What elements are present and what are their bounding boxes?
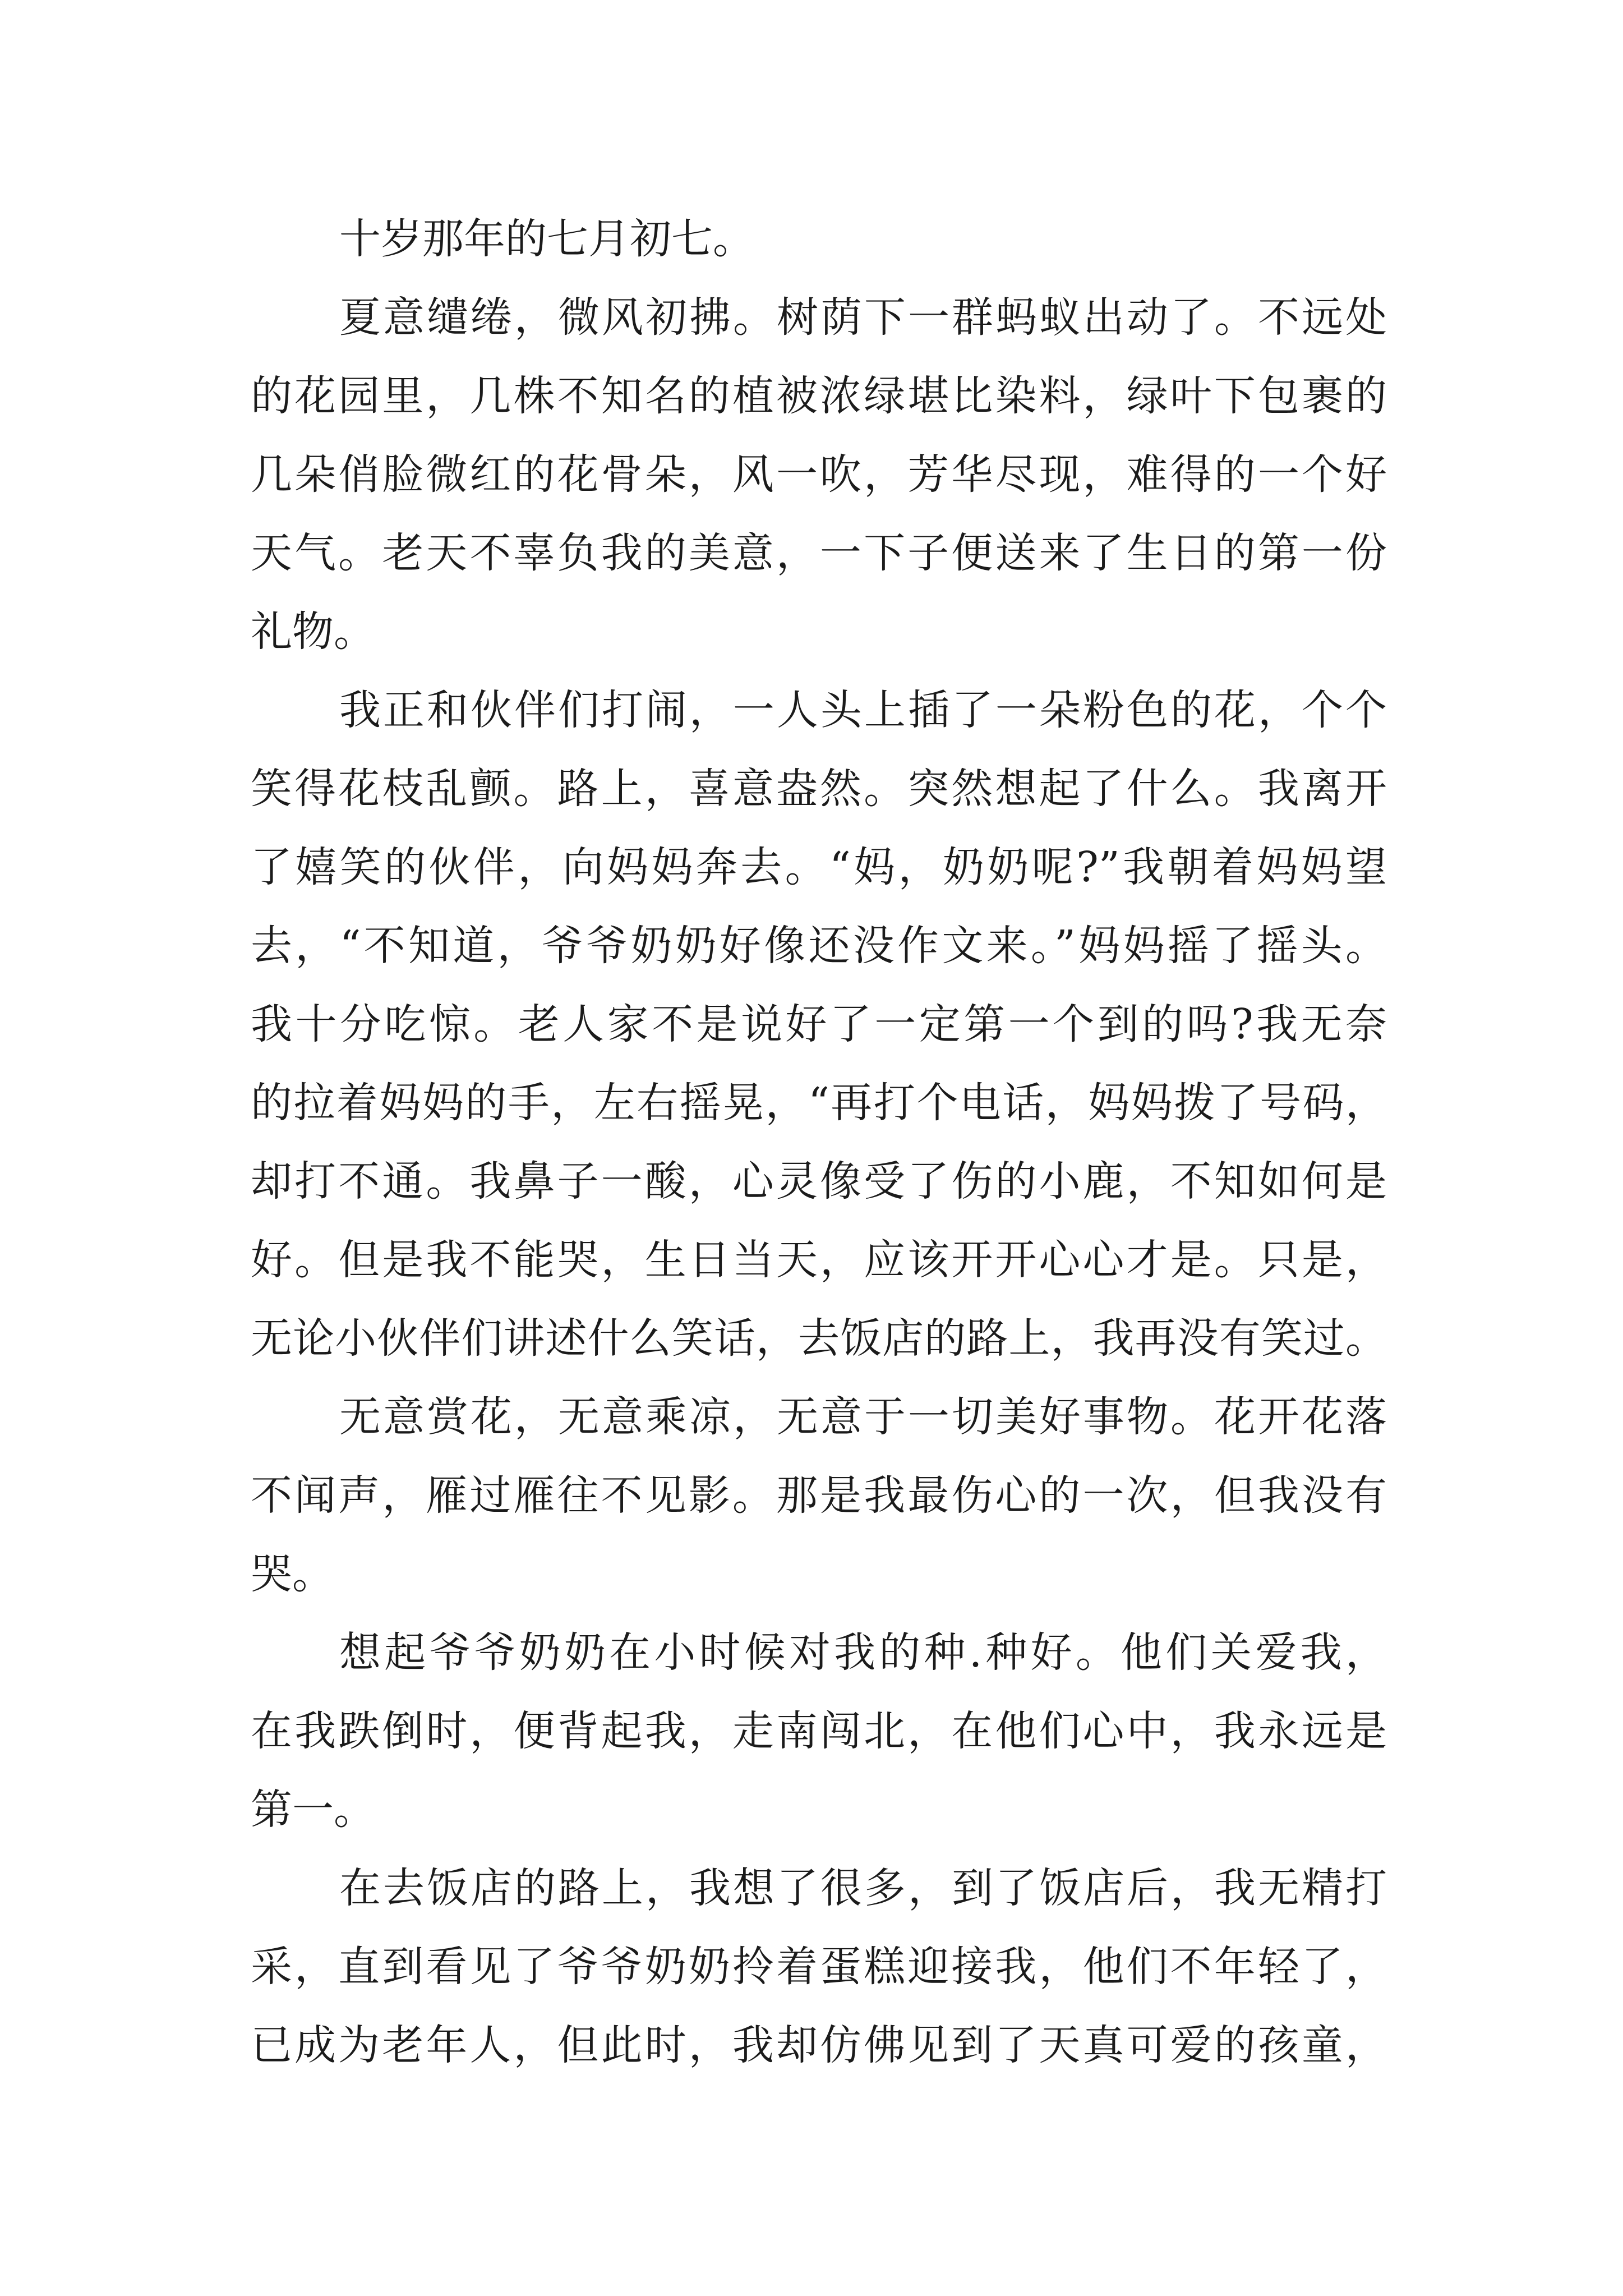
text-line: 在去饭店的路上，我想了很多，到了饭店后，我无精打 bbox=[339, 1864, 1387, 1912]
text-line: 已成为老年人，但此时，我却仿佛见到了天真可爱的孩童， bbox=[251, 2021, 1387, 2069]
text-line: 去，“不知道，爷爷奶奶好像还没作文来。”妈妈摇了摇头。 bbox=[251, 922, 1387, 970]
text-line: 哭。 bbox=[251, 1550, 334, 1598]
text-line: 第一。 bbox=[251, 1786, 375, 1834]
text-body bbox=[251, 200, 1387, 2085]
text-line: 不闻声，雁过雁往不见影。那是我最伤心的一次，但我没有 bbox=[251, 1471, 1387, 1520]
text-line: 却打不通。我鼻子一酸，心灵像受了伤的小鹿，不知如何是 bbox=[251, 1157, 1387, 1205]
text-line: 我正和伙伴们打闹，一人头上插了一朵粉色的花，个个 bbox=[339, 686, 1387, 734]
text-line: 十岁那年的七月初七。 bbox=[339, 215, 754, 263]
text-line: 礼物。 bbox=[251, 608, 375, 656]
paragraph-5 bbox=[251, 1613, 1387, 1849]
paragraph-2 bbox=[251, 278, 1387, 671]
text-line: 天气。老天不辜负我的美意，一下子便送来了生日的第一份 bbox=[251, 529, 1387, 577]
text-line: 在我跌倒时，便背起我，走南闯北，在他们心中，我永远是 bbox=[251, 1707, 1387, 1755]
text-line: 的花园里，几株不知名的植被浓绿堪比染料，绿叶下包裹的 bbox=[251, 372, 1387, 420]
text-line: 想起爷爷奶奶在小时候对我的种.种好。他们关爱我， bbox=[339, 1628, 1387, 1677]
paragraph-4 bbox=[251, 1378, 1387, 1613]
text-line: 好。但是我不能哭，生日当天，应该开开心心才是。只是， bbox=[251, 1236, 1387, 1284]
text-line: 无论小伙伴们讲述什么笑话，去饭店的路上，我再没有笑过。 bbox=[251, 1314, 1387, 1363]
paragraph-3 bbox=[251, 671, 1387, 1378]
text-line: 几朵俏脸微红的花骨朵，风一吹，芳华尽现，难得的一个好 bbox=[251, 450, 1387, 499]
text-line: 我十分吃惊。老人家不是说好了一定第一个到的吗?我无奈 bbox=[251, 1000, 1387, 1048]
text-line: 笑得花枝乱颤。路上，喜意盎然。突然想起了什么。我离开 bbox=[251, 765, 1387, 813]
text-line: 了嬉笑的伙伴，向妈妈奔去。“妈，奶奶呢?”我朝着妈妈望 bbox=[251, 843, 1387, 891]
text-line: 夏意缱绻，微风初拂。树荫下一群蚂蚁出动了。不远处 bbox=[339, 293, 1387, 342]
paragraph-1 bbox=[251, 200, 1387, 278]
text-line: 采，直到看见了爷爷奶奶拎着蛋糕迎接我，他们不年轻了， bbox=[251, 1943, 1387, 1991]
text-line: 的拉着妈妈的手，左右摇晃，“再打个电话，妈妈拨了号码， bbox=[251, 1079, 1387, 1127]
paragraph-6 bbox=[251, 1849, 1387, 2085]
text-line: 无意赏花，无意乘凉，无意于一切美好事物。花开花落 bbox=[339, 1393, 1387, 1441]
